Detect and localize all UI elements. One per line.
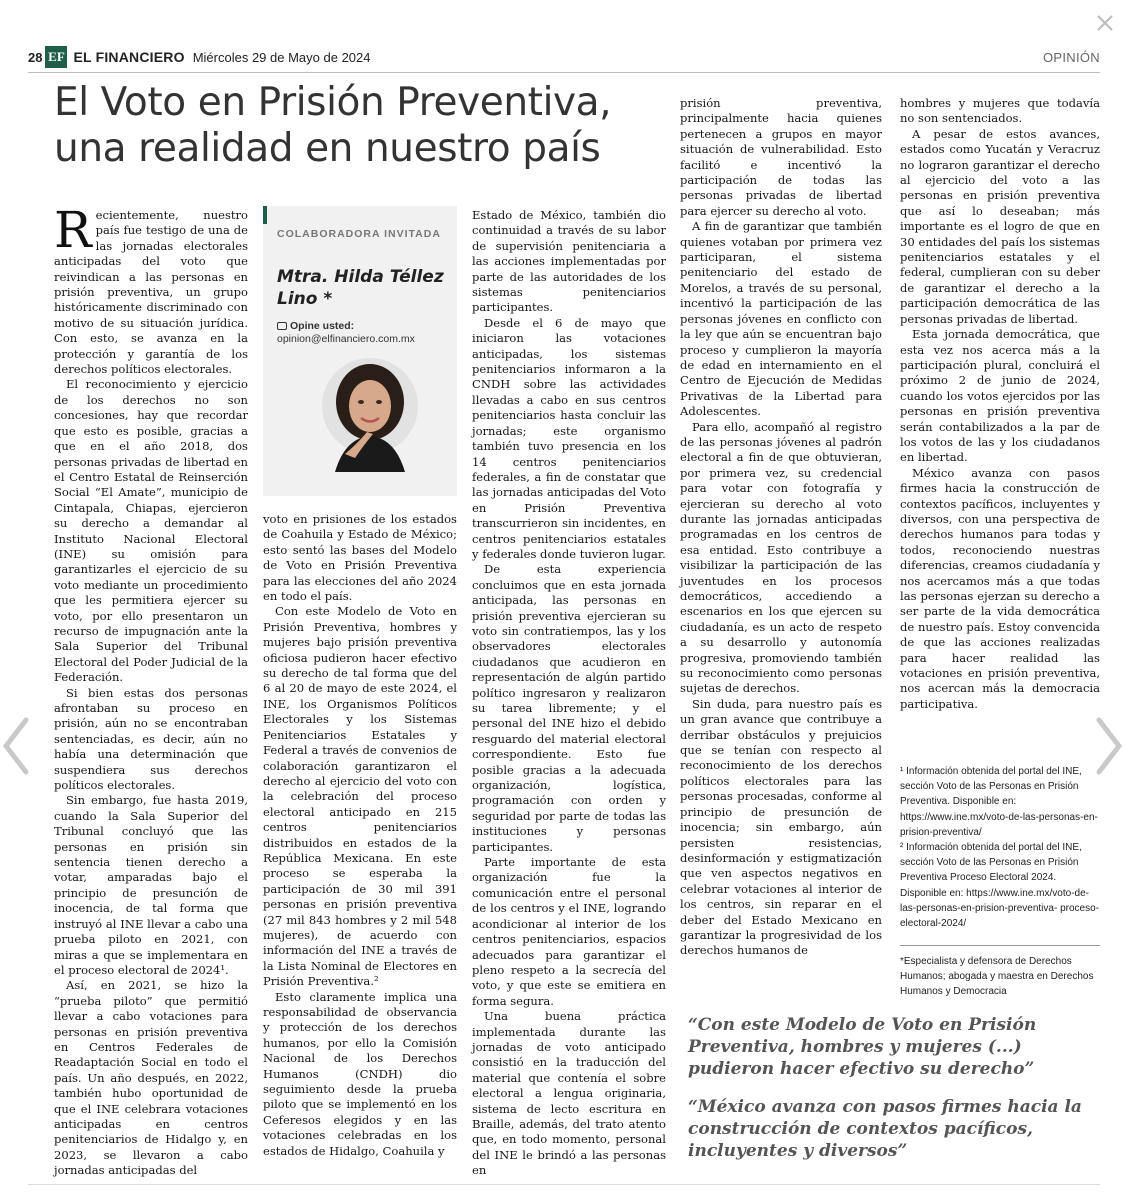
paragraph: México avanza con pasos firmes hacia la construcción de contextos pacíficos, incluyentes y diversos, con una perspectiva de derechos humanos para todas y todos, reconociendo nuestras diferencias, creamos ciudadanía y nos acercamos más a que todas las personas ejerzan su derecho a ser parte de la vida democrática de nuestro país. Estoy convencida de que las acciones realizadas para hacer realidad las votaciones en prisión preventiva, nos acercan más la democracia participativa. [900,465,1100,711]
paragraph: A fin de garantizar que también quienes votaban por primera vez participaran, el sistema penitenciario del estado de Morelos, a través de su personal, incentivó la participación de las personas jóvenes en conflicto con la ley que aún se encuentran bajo proceso y cumplieron la mayoría de edad en internamiento en el Centro de Ejecución de Medidas Privativas de la Libertad para Adolescentes. [680,219,882,419]
article-headline: El Voto en Prisión Preventiva, una realidad en nuestro país [54,80,612,171]
article-column-1 [54,201,248,1178]
paragraph: Esto claramente implica una responsabilidad de observancia y protección de los derechos humanos, por ello la Comisión Nacional de los Derechos Humanos (CNDH) dio seguimiento desde la prueba piloto que se implementó en los Ceferesos elegidos y en las votaciones celebradas en los estados de Hidalgo, Coahuila y [263,989,457,1158]
author-role: COLABORADORA INVITADA [277,228,441,240]
pull-quote-2: “México avanza con pasos firmes hacia la construcción de contextos pacíficos, incluyentes y diversos” [688,1097,1082,1161]
paragraph: Sin embargo, fue hasta 2019, cuando la Sala Superior del Tribunal concluyó que las personas en prisión sin sentencia tienen derecho a votar, amparadas bajo el principio de presunción de inocencia, de tal forma que instruyó al INE llevar a cabo una prueba piloto en 2021, con miras a que se implementara en el proceso electoral de 2024¹. [54,793,248,977]
drop-cap: R [54,201,92,259]
paragraph: Recientemente, nuestro país fue testigo de una de las jornadas electorales anticipadas del voto que reivindican a las personas en prisión preventiva, un grupo históricamente discriminado con motivo de su situación jurídica. Con esto, se avanza en la protección y garantía de los derechos políticos electorales. [54,201,248,377]
paragraph: A pesar de estos avances, estados como Yucatán y Veracruz no lograron garantizar el derecho al ejercicio del voto a las personas en prisión preventiva que así lo deseaban; más importante es el logro de que en 30 entidades del país los sistemas penitenciarios estatales y el federal, cumplieran con su deber de garantizar el derecho a la participación democrática de las personas privadas de libertad. [900,126,1100,326]
paragraph: Con este Modelo de Voto en Prisión Preventiva, hombres y mujeres bajo prisión preventiva oficiosa pudieron hacer efectivo su derecho de tal forma que del 6 al 20 de mayo de este 2024, el INE, los Organismos Políticos Electorales y los Sistemas Penitenciarios Estatales y Federal a través de convenios de colaboración garantizaron el derecho al ejercicio del voto con la celebración del proceso electoral anticipado en 215 centros penitenciarios distribuidos en estados de la República Mexicana. En este proceso se esperaba la participación de 30 mil 391 personas en prisión preventiva (27 mil 843 hombres y 2 mil 548 mujeres), de acuerdo con información del INE a través de la Lista Nominal de Electores en Prisión Preventiva.² [263,604,457,989]
header-divider [28,72,1100,73]
masthead [28,44,1100,70]
close-icon[interactable] [1090,8,1120,38]
paragraph: Esta jornada democrática, que esta vez nos acerca más a la participación plural, concluirá el próximo 2 de junio de 2024, cuando los votos ejercidos por las personas en prisión preventiva serán contabilizados a la par de los votos de las y los ciudadanos en libertad. [900,327,1100,465]
author-bio: *Especialista y defensora de Derechos Humanos; abogada y maestra en Derechos Humanos y Democracia [900,956,1094,998]
paragraph: Para ello, acompañó al registro de las personas jóvenes al padrón electoral a fin de que obtuvieran, por primera vez, su credencial para votar con fotografía y ejercieran su derecho al voto durante las jornadas anticipadas programadas en los centros de esa entidad. Esto contribuye a visibilizar la participación de las juventudes en los procesos democráticos, accediendo a escenarios en los que ejercen su ciudadanía, es un acto de respeto a su desarrollo y autonomía progresiva, promoviendo también su reconocimiento como personas sujetas de derechos. [680,419,882,696]
chat-icon [277,322,287,330]
author-name: Mtra. Hilda Téllez Lino * [277,267,444,309]
paragraph: Una buena práctica implementada durante las jornadas de voto anticipado consistió en la traducción del material que contenía el sobre electoral a lengua originaria, sistema de lecto escritura en Braille, además, del trato atento que, en todo momento, personal del INE le brindó a las personas en [472,1009,666,1178]
bottom-rule [28,1184,1100,1185]
page-number: 28 [28,49,43,65]
paragraph: Si bien estas dos personas afrontaban su proceso en prisión, aún no se encontraban sentenciadas, es decir, aún no había una determinación que suspendiera sus derechos políticos electorales. [54,685,248,793]
paragraph: Sin duda, para nuestro país es un gran avance que contribuye a derribar obstáculos y prejuicios que se tenían con respecto al reconocimiento de los derechos políticos electorales para las personas procesadas, conforme al principio de presunción de inocencia; sin embargo, aún persisten resistencias, desinformación y estigmatización que ven aspectos negativos en celebrar votaciones al interior de los centros, sin reparar en el deber del Estado Mexicano en garantizar la progresividad de los derechos humanos de [680,696,882,958]
ef-logo: EF [45,46,67,68]
paragraph: El reconocimiento y ejercicio de los derechos no son concesiones, hay que recordar que esto es posible, gracias a que en el año 2018, dos personas privadas de libertad en el Centro Estatal de Reinserción Social “El Amate”, municipio de Cintapala, Chiapas, ejercieron su derecho a demandar al Instituto Nacional Electoral (INE) su omisión para garantizarles el ejercicio de su voto mediante un procedimiento que les permitiera ejercer su voto, por ello presentaron un recurso de impugnación ante la Sala Superior del Tribunal Electoral del Poder Judicial de la Federación. [54,377,248,685]
author-email[interactable]: opinion@elfinanciero.com.mx [277,333,415,345]
paragraph: De esta experiencia concluimos que en esta jornada anticipada, las personas en prisión preventiva ejercieran su voto sin contratiempos, las y los observadores electorales ciudadanos que acudieron en representación de algún partido político ingresaron y realizaron su tarea libremente; y el personal del INE hizo el debido resguardo del material electoral correspondiente. Esto fue posible gracias a la adecuada organización, logística, programación con orden y seguridad por parte de todas las instituciones y personas participantes. [472,562,666,854]
issue-date: Miércoles 29 de Mayo de 2024 [192,49,371,65]
article-column-3 [472,208,666,1178]
section-label: OPINIÓN [1043,49,1100,65]
paragraph: Así, en 2021, se hizo la “prueba piloto” que permitió llevar a cabo votaciones para personas en prisión preventiva en Centros Federales de Readaptación Social en todo el país. Un año después, en 2022, también hubo oportunidad de que el INE celebrara votaciones anticipadas en centros penitenciarios de Hidalgo y, en 2023, se llevaron a cabo jornadas anticipadas del [54,978,248,1178]
author-photo [315,354,425,474]
newspaper-name: EL FINANCIERO [73,49,185,65]
opine-label: Opine usted: [290,320,355,332]
footnote-2: ² Información obtenida del portal del INE, sección Voto de las Personas en Prisión Preventiva Proceso Electoral 2024. Disponible en: https://www.ine.mx/voto-de-las-personas-en-prision-preventiva- proceso-electoral-2024/ [900,842,1099,930]
article-column-5 [900,96,1100,754]
pull-quote-1: “Con este Modelo de Voto en Prisión Preventiva, hombres y mujeres (...) pudieron hacer efectivo su derecho” [688,1015,1037,1079]
opine-block [277,320,452,346]
paragraph: Estado de México, también dio continuidad a través de su labor de supervisión penitenciaria a las acciones implementadas por parte de las autoridades de los sistemas penitenciarios participantes. [472,208,666,315]
paragraph: Desde el 6 de mayo que iniciaron las votaciones anticipadas, los sistemas penitenciarios informaron a la CNDH sobre las actividades llevadas a cabo en sus centros penitenciarios hasta concluir las jornadas; este organismo también tuvo presencia en los 14 centros penitenciarios federales, a fin de constatar que las jornadas anticipadas del Voto en Prisión Preventiva transcurrieron sin incidentes, en centros penitenciarios estatales y federales donde tuvieron lugar. [472,315,666,561]
paragraph: prisión preventiva, principalmente hacia quienes pertenecen a grupos en mayor situación de vulnerabilidad. Esto facilitó e incentivó la participación de todas las personas privadas de libertad para ejercer su derecho al voto. [680,96,882,218]
article-column-2 [263,512,457,1172]
footnote-divider [900,945,1100,946]
footnote-1: ¹ Información obtenida del portal del INE, sección Voto de las Personas en Prisión Preventiva. Disponible en: https://www.ine.mx/voto-de-las-personas-en-prision-preventiva/ [900,766,1098,838]
author-box [263,206,457,496]
article-column-4 [680,96,882,1006]
paragraph: hombres y mujeres que todavía no son sentenciados. [900,96,1100,126]
paragraph: Parte importante de esta organización fue la comunicación entre el personal de los centros y el INE, logrando acondicionar al interior de los centros penitenciarios, espacios adecuados para garantizar el pleno respeto a la secrecía del voto, y que este se emitiera en forma segura. [472,855,666,1008]
previous-page-arrow-icon[interactable] [0,716,30,776]
accent-bar [263,206,267,224]
paragraph: voto en prisiones de los estados de Coahuila y Estado de México; esto sentó las bases del Modelo de Voto en Prisión Preventiva para las elecciones del año 2024 en todo el país. [263,512,457,604]
footnotes [900,764,1100,931]
next-page-arrow-icon[interactable] [1095,716,1125,776]
